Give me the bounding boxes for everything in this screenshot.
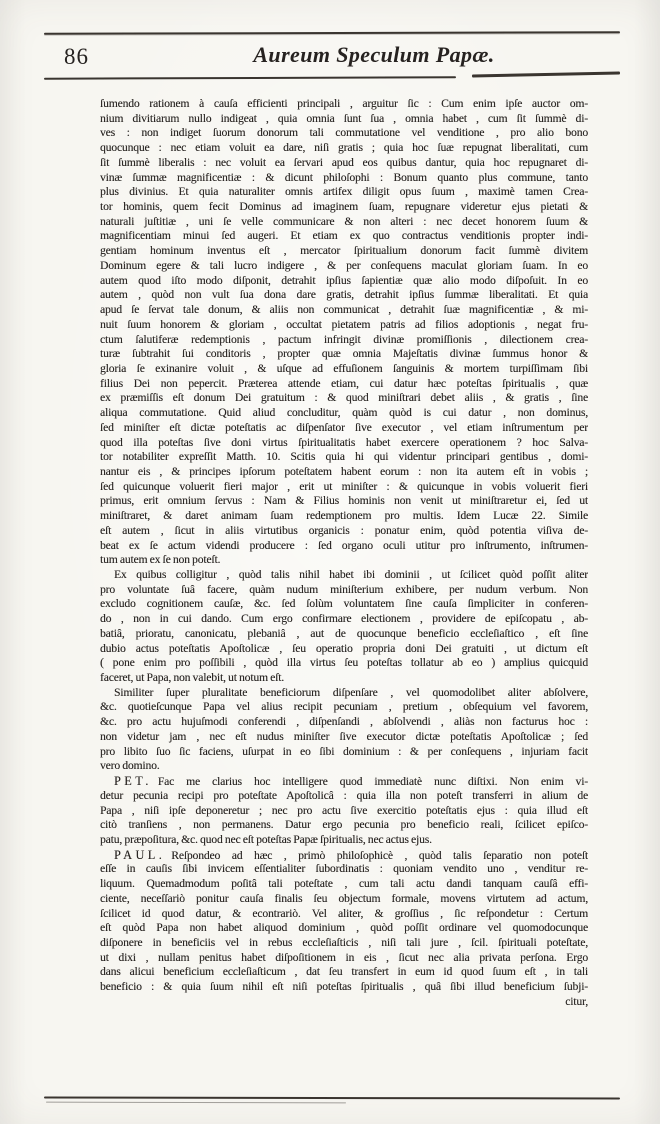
text-line: tor notabiliter expreſſit Matth. 10. Scitis quia hi qui videntur principari gentibus , domi-	[100, 450, 588, 464]
bottom-rule-secondary	[46, 1102, 346, 1104]
text-line: ut dixi , nullam penitus habet diſpoſitionem in eis , ſicut nec alia privata perſona. Ergo	[100, 950, 588, 964]
text-line: ſed quicunque voluerit fieri major , erit ut miniſter : & quicunque in vobis voluerit fieri	[100, 479, 588, 493]
text-line: PET. Fac me clarius hoc intelligere quod immediatè nunc diſtixi. Non enim vi-	[114, 774, 588, 789]
text-line: batiâ, prioratu, canonicatu, plebaniâ , aut de quocunque beneficio eccleſiaſtico , eſt ſine	[100, 626, 588, 640]
text-line: eſt quòd Papa non habet aliquod dominium , quòd poſſit ordinare vel quomodocunque	[100, 921, 588, 935]
text-line: non videtur jam , nec eſt nudus miniſter ſive executor dictæ poteſtatis Apoſtolicæ ; ſed	[100, 729, 588, 743]
text-line: ciente, neceſſariò ponitur cauſa finalis ſeu objectum formale, movens virtutem ad actum,	[100, 891, 588, 905]
text-line: Ex quibus colligitur , quòd talis nihil habet ibi dominii , ut ſcilicet quòd poſſit aliter	[114, 568, 588, 581]
text-line: ſit ſummè liberalis : nec voluit ea ſervari apud eos quibus dantur, quia hoc repugnaret di-	[100, 155, 588, 169]
text-line: autem , quòd non vult ſua dona dare gratis, detrahit ipſius ſummæ liberalitati. Et quia	[100, 288, 588, 302]
text-line: ves : non indiget ſuorum donorum tali commutatione vel venditione , pro alio bono	[100, 126, 588, 140]
page-number: 86	[64, 44, 89, 69]
text-line: Similiter ſuper pluralitate beneficiorum diſpenſare , vel quomodolibet aliter abſolvere,	[114, 685, 588, 699]
text-line: ſcilicet id quod datur, & econtrariò. Vel aliter, & groſſius , ſic reſpondetur : Certum	[100, 906, 588, 920]
bottom-rule	[44, 1096, 620, 1099]
text-line: ( pone enim pro poſſibili , quòd illa virtus ſeu poteſtas tollatur ab eo ) amplius quicquid	[100, 656, 588, 670]
text-line: dans alicui beneficium eccleſiaſticum , dat ſeu transfert in eum id quod ſuum eſt , in tali	[100, 965, 588, 979]
speaker-name: PAUL.	[114, 847, 166, 862]
text-line: faceret, ut Papa, non valebit, ut notum eſt.	[100, 671, 285, 685]
page-header	[44, 42, 620, 76]
text-line: filius Dei non pepercit. Præterea attende etiam, cui datur hæc poteſtas ſpiritualis , quæ	[100, 376, 588, 390]
top-rule	[44, 31, 620, 35]
text-line: ſumendo rationem à cauſa efficienti principali , arguitur ſic : Cum enim ipſe auctor om-	[100, 97, 588, 110]
text-line: ctum ſalutiferæ redemptionis , pactum infringit divinæ promiſſionis , dilectionem crea-	[100, 332, 588, 346]
text-line: gloria ſe exinanire voluit , & uſque ad effuſionem ſanguinis & mortem turpiſſimam ſibi	[100, 361, 588, 375]
catchword: citur,	[565, 994, 588, 1008]
text-line: naturali juſtitiæ , uni ſe velle communicare & non alteri : nec decet honorem ſuum &	[100, 214, 588, 228]
text-line: aliqua commutatione. Quid aliud concluditur, quàm quòd is cui datur , non dominus,	[100, 406, 588, 420]
text-line: eſt autem , ſicut in aliis virtutibus organicis : ponatur enim, quòd potentia viſiva de-	[100, 523, 588, 537]
speaker-name: PET.	[114, 774, 152, 789]
text-line: diſponere in beneficiis vel in rebus eccleſiaſticis , niſi tali jure , ſcil. ſpirituali poteſtate,	[100, 935, 588, 949]
text-line: nium divitiarum nullo indigeat , quia omnia ſunt ſua , omnia habet , cum ſit ſummè di-	[100, 111, 588, 125]
text-line: PAUL. Reſpondeo ad hæc , primò philoſophicè , quòd talis ſeparatio non poteſt	[114, 847, 588, 862]
text-line: turæ ſubtrahit ſui conditoris , propter quæ omnia Majeſtatis divinæ ſummus honor &	[100, 347, 588, 361]
text-line: patu, præpoſitura, &c. quod nec eſt poteſtas Papæ ſpiritualis, nec actus ejus.	[100, 832, 432, 846]
body-text	[100, 97, 588, 1010]
text-line: Papa , niſi ipſe deponeretur ; nec pro actu ſive exercitio poteſtatis ejus : quia illud eſt	[100, 803, 588, 817]
text-line: dubio actus poteſtatis Apoſtolicæ , ſeu operatio propria doni Dei gratuiti , ut dictum eſt	[100, 641, 588, 655]
text-line: beat ex ſe actum videndi producere : ſed organo oculi utitur pro inſtrumento, inſtrumen-	[100, 538, 588, 552]
text-line: autem quod iſto modo diſponit, detrahit ipſius ſapientiæ quæ alio modo diſpoſuit. In eo	[100, 273, 588, 287]
text-line: tum autem ex ſe non poteſt.	[100, 553, 221, 567]
running-title: Aureum Speculum Papæ.	[253, 42, 495, 67]
text-line: ſed miniſter eſt dictæ poteſtatis ac diſpenſator ſive executor , vel etiam inſtrumentum per	[100, 420, 588, 434]
text-line: vinæ ſummæ magnificentiæ : & dicunt philoſophi : Bonum quanto plus commune, tanto	[100, 170, 588, 184]
text-line: ex præmiſſis eſt donum Dei gratuitum : & quod miniſtrari debet aliis , & gratis , ſine	[100, 391, 588, 405]
text-line: Dominum egere & tali lucro indigere , & per conſequens maculat gloriam ſuam. In eo	[100, 258, 588, 272]
text-line: gentiam hominum inventus eſt , mercator ſpiritualium donorum facit ſummè divitem	[100, 244, 588, 258]
text-line: &c. pro actu hujuſmodi conferendi , diſpenſandi , abſolvendi , aliàs non facturus hoc :	[100, 715, 588, 729]
text-line: quod illa poteſtas ſive doni virtus ſpiritualitatis habet exercere operationem ? hoc Salva-	[100, 435, 588, 449]
text-line: pro libito ſuo ſic faciens, uſurpat in eo ſibi dominium : & per conſequens , injuriam facit	[100, 744, 588, 758]
text-line: quocunque : nec etiam voluit ea dare, niſi gratis ; quia hoc ſuæ repugnat liberalitati, cum	[100, 141, 588, 155]
text-line: citò tranſiens , non permanens. Datur ergo pecunia pro beneficio reali, ſcilicet epiſco-	[100, 818, 588, 832]
text-line: eſſe in cauſis ſibi invicem eſſentialiter ſubordinatis : quoniam vendito uno , venditur re-	[100, 862, 588, 876]
text-line: miniſtraret, & daret animam ſuam redemptionem pro multis. Idem Lucæ 22. Simile	[100, 509, 588, 523]
text-line: beneficio : & quia ſuum nihil eſt niſi poteſtas ſpiritualis , quâ ſibi illud beneficium ſubji-	[100, 980, 588, 994]
text-line: nuit ſuum honorem & gloriam , occultat pietatem patris ad filios adoptionis , negat fru-	[100, 317, 588, 331]
text-line: vero domino.	[100, 759, 160, 773]
text-line: excludo cognitionem cauſæ, &c. ſed ſolùm voluntatem ſine cauſa ſimpliciter in conferen-	[100, 597, 588, 611]
text-line: do , non in cui dando. Cum ergo confirmare electionem , providere de epiſcopatu , ab-	[100, 612, 588, 626]
text-line: plus divinius. Et quia naturaliter omnis artifex diligit opus ſuum , maximè tamen Crea-	[100, 185, 588, 199]
text-line: apud ſe ſervat tale donum, & aliis non communicat , detrahit ſuæ magnificentiæ , & mi-	[100, 303, 588, 317]
text-line: &c. quotieſcunque Papa vel alius recipit pecuniam , pretium , obſequium vel favorem,	[100, 700, 588, 714]
text-line: nantur eis , & principes ipſorum poteſtatem habent eorum : non ita autem eſt in vobis ;	[100, 464, 588, 478]
text-line: tor hominis, quem fecit Dominus ad imaginem ſuam, repugnare videretur ejus pietati &	[100, 200, 588, 214]
text-line: pro voluntate ſuâ facere, quàm nudum miniſterium exhibere, per nudum verbum. Non	[100, 582, 588, 596]
text-line: primus, erit omnium ſervus : Nam & Filius hominis non venit ut miniſtraretur ei, ſed ut	[100, 494, 588, 508]
text-line: detur pecunia recipi pro poteſtate Apoſtolicâ : quia illa non poteſt transferri in alium de	[100, 788, 588, 802]
header-rule-left	[44, 76, 456, 79]
text-line: liquum. Quemadmodum poſitâ tali poteſtate , cum tali actu dandi tanquam cauſâ effi-	[100, 877, 588, 891]
text-line: magnificentiam minui ſed augeri. Et etiam ex quo contractus venditionis propter indi-	[100, 229, 588, 243]
